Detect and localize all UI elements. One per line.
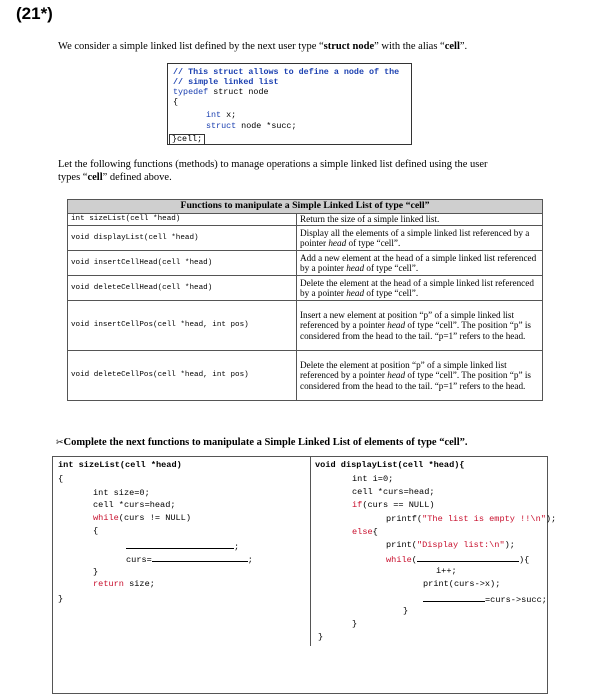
table-row — [68, 276, 543, 301]
function-signature: void displayList(cell *head) — [68, 226, 297, 251]
if-keyword: if — [352, 500, 363, 510]
desc-text: Delete the element at the head of a simple linked list referenced by a pointer — [300, 277, 534, 298]
field-type: struct — [206, 121, 237, 131]
intro-text: ”. — [459, 41, 468, 52]
code-text: ; — [234, 542, 240, 552]
while-keyword: while — [93, 513, 119, 523]
string-literal: "Display list:\n" — [416, 540, 505, 550]
field-name: x; — [221, 110, 237, 120]
function-signature: void deleteCellPos(cell *head, int pos) — [68, 351, 297, 401]
desc-text: of type “cell”. — [364, 263, 419, 273]
struct-definition-box — [167, 63, 412, 145]
desc-italic: head — [387, 370, 406, 381]
intro-text: types “ — [58, 172, 88, 183]
table-row — [68, 351, 543, 401]
functions-intro-line: Let the following functions (methods) to manage operations a simple linked list defined using the user — [58, 159, 488, 170]
fill-in-blank[interactable] — [423, 593, 485, 602]
function-signature: void deleteCellHead(cell *head) — [68, 276, 297, 301]
function-signature: void insertCellPos(cell *head, int pos) — [68, 301, 297, 351]
table-header: Functions to manipulate a Simple Linked List of type “cell” — [68, 200, 543, 214]
code-line: cell *curs=head; — [93, 500, 176, 510]
code-text: print( — [386, 540, 417, 550]
code-line: int size=0; — [93, 488, 150, 498]
scissors-icon: ✂ — [56, 438, 64, 448]
code-line — [423, 593, 547, 605]
desc-text: Delete the element at position “p” of a simple linked list referenced by a pointer — [300, 360, 507, 381]
code-text: (curs == NULL) — [362, 500, 435, 510]
code-text: { — [372, 527, 378, 537]
code-line — [93, 513, 191, 523]
field-name: node *succ; — [236, 121, 297, 131]
code-text: curs= — [126, 555, 152, 565]
code-text: size; — [123, 579, 155, 589]
struct-name: struct node — [323, 41, 375, 52]
displaylist-signature: void displayList(cell *head){ — [315, 460, 465, 470]
open-brace: { — [173, 97, 179, 107]
else-keyword: else — [352, 527, 373, 537]
intro-paragraph — [58, 41, 467, 52]
desc-italic: head — [346, 263, 365, 273]
string-literal: "The list is empty !!\n" — [422, 514, 546, 524]
close-brace: } — [93, 567, 99, 577]
code-line: i++; — [436, 566, 457, 576]
code-text: ); — [504, 540, 515, 550]
code-line — [352, 527, 378, 537]
desc-text: of type “cell”. — [346, 238, 401, 248]
problem-number: (21*) — [16, 4, 53, 23]
desc-italic: head — [328, 238, 347, 248]
functions-table — [67, 199, 543, 401]
typedef-rest: struct node — [208, 87, 269, 97]
field-x — [206, 110, 236, 120]
while-keyword: while — [386, 555, 412, 565]
table-row — [68, 214, 543, 226]
open-brace: { — [93, 526, 99, 536]
fill-in-blank[interactable] — [417, 553, 519, 562]
desc-text: of type “cell”. The position “p” is considered from the head to the tail. “p=1” refers to the head. — [300, 320, 531, 341]
desc-italic: head — [387, 320, 406, 331]
code-line: print(curs->x); — [423, 579, 501, 589]
close-brace: } — [58, 594, 64, 604]
table-row — [68, 226, 543, 251]
return-keyword: return — [93, 579, 124, 589]
sizelist-signature: int sizeList(cell *head) — [58, 460, 182, 470]
struct-comment: // This struct allows to define a node of the — [173, 67, 400, 77]
code-line — [386, 553, 529, 565]
field-succ — [206, 121, 296, 131]
intro-text: ” defined above. — [102, 172, 172, 183]
code-line — [386, 540, 515, 550]
desc-text: Add a new element at the head of a simple linked list referenced by a pointer — [300, 252, 537, 273]
code-line — [126, 540, 239, 552]
desc-italic: head — [346, 288, 365, 298]
code-line — [126, 553, 253, 565]
code-line — [93, 579, 155, 589]
function-description — [297, 351, 543, 401]
function-signature: int sizeList(cell *head) — [68, 214, 297, 226]
close-brace: } — [318, 632, 324, 642]
close-brace: } — [352, 619, 358, 629]
code-line — [352, 500, 435, 510]
functions-intro-line — [58, 171, 558, 184]
typedef-keyword: typedef — [173, 87, 209, 97]
desc-text: of type “cell”. The position “p” is considered from the head to the tail. “p=1” refers to the head. — [300, 370, 531, 391]
code-text: ){ — [518, 555, 530, 565]
code-text: printf( — [386, 514, 423, 524]
function-description — [297, 226, 543, 251]
code-text: =curs->succ; — [485, 595, 547, 605]
close-brace: } — [403, 606, 409, 616]
code-text: ; — [247, 555, 253, 565]
field-type: int — [206, 110, 222, 120]
open-brace: { — [58, 474, 64, 484]
table-row — [68, 251, 543, 276]
code-text: ); — [545, 514, 557, 524]
code-line — [386, 514, 556, 524]
fill-in-blank[interactable] — [126, 540, 234, 549]
desc-text: Display all the elements of a simple linked list referenced by a pointer — [300, 227, 530, 248]
code-text: (curs != NULL) — [118, 513, 191, 523]
intro-text: We consider a simple linked list defined by the next user type “ — [58, 41, 324, 52]
code-text: ( — [411, 555, 417, 565]
function-description — [297, 251, 543, 276]
code-line: cell *curs=head; — [352, 487, 435, 497]
function-description: Return the size of a simple linked list. — [297, 214, 543, 226]
complete-instruction — [56, 437, 467, 448]
code-line: int i=0; — [352, 474, 394, 484]
alias-name: cell — [444, 41, 460, 52]
typedef-line — [173, 87, 269, 97]
struct-close: }cell; — [169, 134, 205, 145]
function-signature: void insertCellHead(cell *head) — [68, 251, 297, 276]
intro-text: ” with the alias “ — [374, 41, 445, 52]
functions-intro — [58, 158, 558, 184]
desc-text: Insert a new element at position “p” of a simple linked list referenced by a pointer — [300, 310, 515, 331]
complete-instruction-text: Complete the next functions to manipulate a Simple Linked List of elements of type “cell”. — [63, 437, 468, 448]
fill-in-blank[interactable] — [152, 553, 248, 562]
cell-type-name: cell — [87, 172, 103, 183]
function-description — [297, 276, 543, 301]
table-row — [68, 301, 543, 351]
code-divider — [310, 456, 311, 646]
function-description — [297, 301, 543, 351]
struct-comment: // simple linked list — [173, 77, 279, 87]
desc-text: of type “cell”. — [364, 288, 419, 298]
